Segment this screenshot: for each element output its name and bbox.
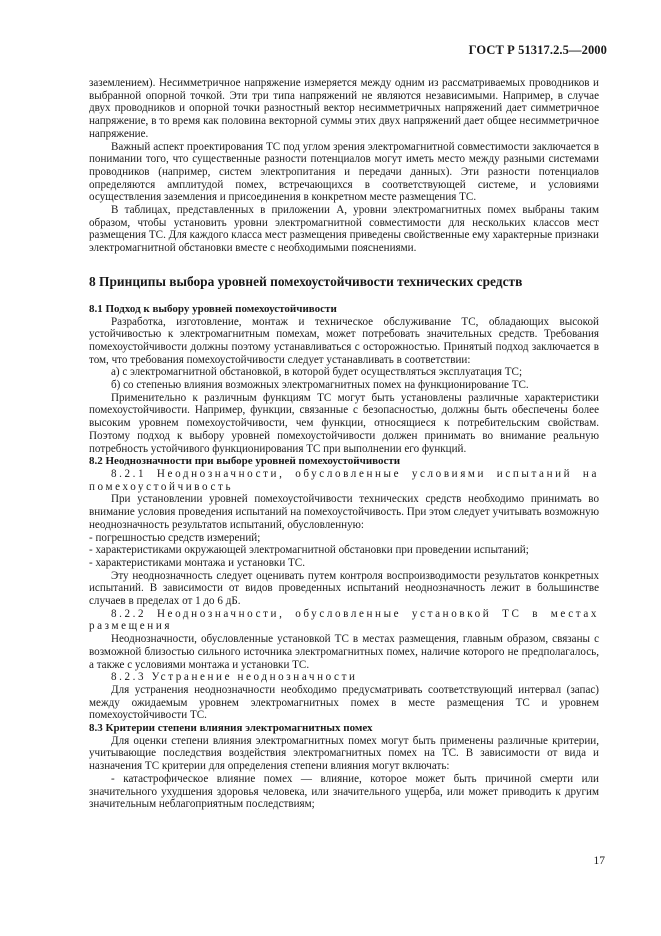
list-item-b: б) со степенью влияния возможных электромагнитных помех на функционирование ТС. xyxy=(111,379,529,392)
paragraph: заземлением). Несимметричное напряжение измеряется между одним из рассматриваемых проводников и выбранной опорной точкой. Эти три типа напряжений не являются независимыми. Например, в случае двух проводников и опорной точки разностный вектор несимметричных напряжений дает симметричное напряжение, в то время как половина векторной суммы этих двух напряжений дает общее несимметричное напряжение. xyxy=(89,77,599,140)
dash-item: - характеристиками монтажа и установки ТС. xyxy=(89,556,305,569)
paragraph: Разработка, изготовление, монтаж и техническое обслуживание ТС, обладающих высокой устойчивостью к электромагнитным помехам, может потребовать значительных средств. Требования помехоустойчивости должны поэтому устанавливаться с осторожностью. Принятый подход заключается в том, что требования помехоустойчивости следует устанавливать в соответствии: xyxy=(89,315,599,366)
paragraph: При установлении уровней помехоустойчивости технических средств необходимо принимать во внимание условия проведения испытаний на помехоустойчивость. При этом следует учитывать возможную неоднозначность результатов испытаний, обусловленную: xyxy=(89,493,599,531)
clause-8-2-3-heading: 8.2.3 Устранение неоднозначности xyxy=(111,671,358,684)
paragraph: Для оценки степени влияния электромагнитных помех могут быть применены различные критерии, учитывающие последствия воздействия электромагнитных помех на ТС. В зависимости от вида и назначения ТС критерии для определения степени влияния могут включать: xyxy=(89,734,599,773)
paragraph: Для устранения неоднозначности необходимо предусматривать соответствующий интервал (запас) между ожидаемым уровнем электромагнитных помех в месте размещения ТС и уровнем помехоустойчивости ТС. xyxy=(89,683,599,722)
paragraph: Важный аспект проектирования ТС под углом зрения электромагнитной совместимости заключается в понимании того, что существенные разности потенциалов могут иметь место между разными системами проводников (например, систем электропитания и передачи данных). Эти разности потенциалов определяются амплитудой помех, встречающихся в соответствующей системе, и условиями осуществления заземления и присоединения в конкретном месте размещения ТС. xyxy=(89,140,599,204)
subsection-8-2-heading: 8.2 Неоднозначности при выборе уровней помехоустойчивости xyxy=(89,455,401,468)
paragraph: Применительно к различным функциям ТС могут быть установлены различные характеристики помехоустойчивости. Например, функции, связанные с безопасностью, должны быть обеспечены более высоким уровнем помехоустойчивости, чем функции, относящиеся к потребительским свойствам. Поэтому подход к выбору уровней помехоустойчивости должен принимать во внимание реальную потребность устойчивого функционирования ТС при выполнении его функций. xyxy=(89,391,599,455)
page-body xyxy=(89,77,599,811)
section-8-heading: 8 Принципы выбора уровней помехоустойчивости технических средств xyxy=(89,273,523,289)
dash-item: - погрешностью средств измерений; xyxy=(89,531,261,544)
page-header-standard-code: ГОСТ Р 51317.2.5—2000 xyxy=(468,43,607,57)
paragraph: В таблицах, представленных в приложении А, уровни электромагнитных помех выбраны таким образом, чтобы установить уровни электромагнитной совместимости для нескольких классов мест размещения ТС. Для каждого класса мест размещения приведены свойственные ему характерные признаки электромагнитной обстановки вместе с необходимыми пояснениями. xyxy=(89,204,599,255)
subsection-8-1-heading: 8.1 Подход к выбору уровней помехоустойчивости xyxy=(89,302,337,315)
list-item-a: а) с электромагнитной обстановкой, в которой будет осуществляться эксплуатация ТС; xyxy=(111,366,523,379)
paragraph: Эту неоднозначность следует оценивать путем контроля воспроизводимости результатов конкретных испытаний. В зависимости от видов проведенных испытаний неоднозначность лежит в большинстве случаев в пределах от 1 до 6 дБ. xyxy=(89,569,599,608)
dash-item: - характеристиками окружающей электромагнитной обстановки при проведении испытаний; xyxy=(89,544,529,557)
paragraph: Неоднозначности, обусловленные установкой ТС в местах размещения, главным образом, связаны с возможной близостью сильного источника электромагнитных помех, наличие которого не предполагалось, а также с условиями монтажа и установки ТС. xyxy=(89,633,599,671)
clause-8-2-2-heading: 8.2.2 Неоднозначности, обусловленные установкой ТС в местах размещения xyxy=(89,607,599,633)
page-number: 17 xyxy=(593,855,605,867)
clause-8-2-1-heading: 8.2.1 Неоднозначности, обусловленные условиями испытаний на помехоустойчивость xyxy=(89,467,599,493)
subsection-8-3-heading: 8.3 Критерии степени влияния электромагнитных помех xyxy=(89,722,373,735)
dash-item: - катастрофическое влияние помех — влияние, которое может быть причиной смерти или значительного ухудшения здоровья человека, или значительного ущерба, или может приводить к другим значительным неблагоприятным последствиям; xyxy=(89,772,599,811)
